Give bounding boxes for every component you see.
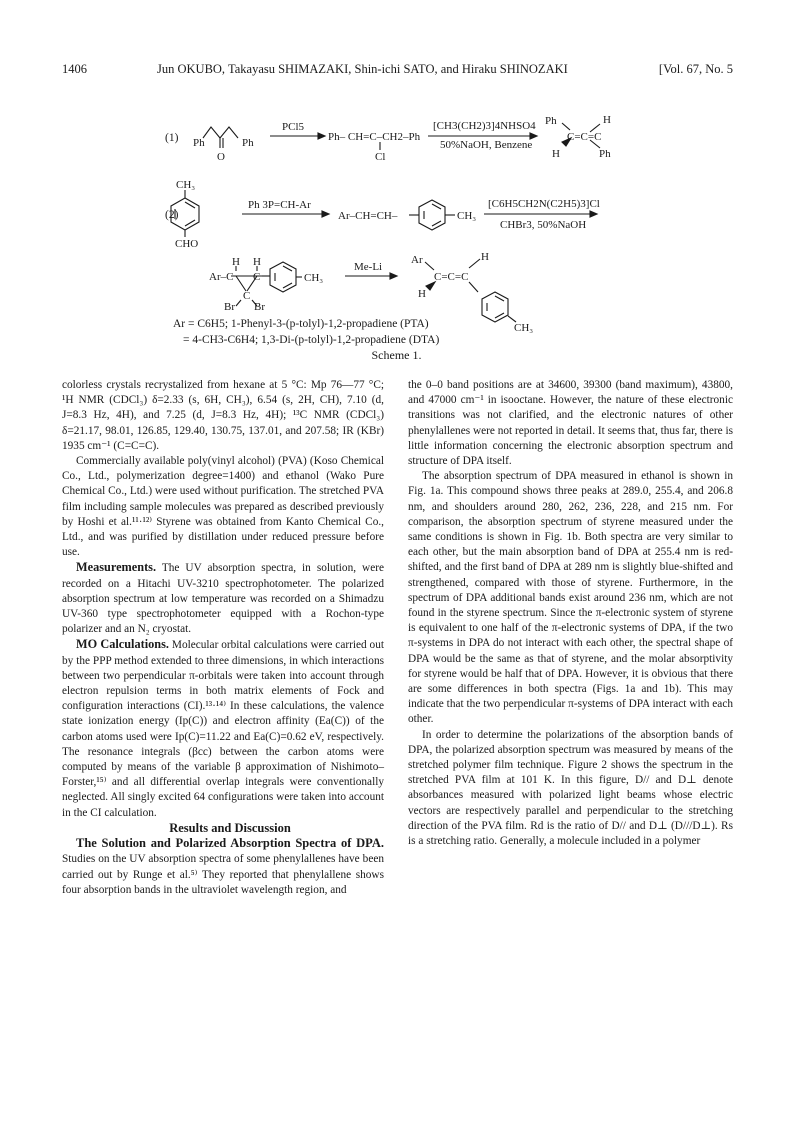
- paragraph: [62, 637, 384, 820]
- allene-ph: Ph: [545, 115, 557, 127]
- paragraph-text: The UV absorption spectra, in solution, were recorded on a Hitachi UV-3210 spectrophotometer. The polarized absorption spectrum at low temperature was recorded on a Shimadzu UV-360 type spectrophotometer equipped with a Rochon-type polarizer and an N₂ cryostat.: [62, 562, 385, 636]
- group-ch3: CH₃: [457, 210, 477, 222]
- atom-br: Br: [254, 301, 265, 313]
- allene-h: H: [552, 148, 560, 160]
- section-title: Results and Discussion: [169, 820, 291, 835]
- atom-ph: Ph: [193, 137, 205, 149]
- scheme-1: [0, 0, 793, 380]
- paragraph-text: Molecular orbital calculations were carried out by the PPP method extended to three dimensions, in which interactions between two perpendicular π-orbitals were taken into account through electron repulsion terms in both matrix elements of Fock and configuration interactions (CI).¹³·¹⁴⁾ In these calculations, the valence state ionization energy (Ip(C)) and electron affinity (Ea(C)) of the carbon atoms used were Ip(C)=11.22 and Ea(C)=0.62 eV, respectively. The resonance integrals (βcc) between the carbon atoms were computed by means of the variable β approximation of Nishimoto–Forster,¹⁵⁾ and all differential overlap integrals were conventionally neglected. All singly excited 64 configurations were taken into account in the CI calculation.: [62, 639, 384, 819]
- paragraph: The absorption spectrum of DPA measured in ethanol is shown in Fig. 1a. This compound shows three peaks at 289.0, 255.4, and 206.8 nm, and shoulders around 280, 262, 236, 228, and 215 nm. For comparison, the absorption spectrum of styrene measured under the same conditions is shown in Fig. 1b. Both spectra are very similar to each other, but the main absorption band of DPA at 255.4 nm is red-shifted, and the first band of DPA at 289 nm is slightly blue-shifted and strengthened, compared with those of styrene. Furthermore, in the spectrum of DPA additional bands exist around 236 nm, which are not found in the styrene spectrum. Since the π-electronic system of styrene is equivalent to one half of the π-electronic systems of DPA, if the two π-systems in DPA do not interact with each other, the spectral shape of DPA would be the same as that of styrene, and the molar absorptivity for styrene would be half that of DPA. However, it is obvious that there are some differences in both spectra (Figs. 1a and 1b). This may indicate that the two perpendicular π-systems of DPA interact with each other.: [408, 470, 733, 726]
- reagent-ptc: [C6H5CH2N(C2H5)3]Cl: [488, 198, 600, 210]
- group-cho: CHO: [175, 238, 199, 250]
- chlorovinyl-intermediate: Ph– CH=C–CH2–Ph: [328, 131, 421, 143]
- reaction-1-label: (1): [165, 132, 179, 144]
- volume-info: [Vol. 67, No. 5: [658, 62, 733, 76]
- allene-ar: Ar: [411, 254, 423, 266]
- atom-c: C: [253, 271, 261, 283]
- paragraph-text: Studies on the UV absorption spectra of some phenylallenes have been carried out by Runge et al.⁵⁾ They reported that phenylallene shows four absorption bands in the ultraviolet wavelength region, and: [62, 853, 384, 896]
- atom-o: O: [217, 151, 225, 163]
- running-authors: Jun OKUBO, Takayasu SHIMAZAKI, Shin-ichi SATO, and Hiraku SHINOZAKI: [157, 62, 568, 76]
- group-ch3: CH₃: [514, 322, 534, 334]
- reagent-quaternary-salt: [CH3(CH2)3]4NHSO4: [433, 120, 536, 132]
- atom-h: H: [253, 256, 261, 268]
- group-ch3: CH₃: [304, 272, 324, 284]
- allene-ph: Ph: [599, 148, 611, 160]
- paragraph-heading: Measurements.: [76, 560, 157, 575]
- atom-h: H: [418, 288, 426, 300]
- ar-definition-1: Ar = C6H5; 1-Phenyl-3-(p-tolyl)-1,2-propadiene (PTA): [173, 318, 429, 330]
- page-number: 1406: [62, 62, 87, 76]
- ketone-skeleton: [203, 127, 238, 138]
- ar-definition-2: = 4-CH3-C6H4; 1,3-Di-(p-tolyl)-1,2-propadiene (DTA): [183, 334, 440, 346]
- reagent-pcl5: PCl5: [282, 121, 305, 133]
- scheme-drawing: [0, 0, 793, 345]
- paragraph: colorless crystals recrystalized from hexane at 5 °C: Mp 76—77 °C; ¹H NMR (CDCl₃) δ=2.33 (s, 6H, CH₃), 6.54 (s, 2H, CH), 7.10 (d, J=8.3 Hz, 4H), and 7.25 (d, J=8.3 Hz, 4H); ¹³C NMR (CDCl₃) δ=21.17, 98.01, 126.85, 129.40, 130.75, 137.01, and 207.58; IR (KBr) 1935 cm⁻¹ (C=C=C).: [62, 379, 384, 452]
- reagent-meli: Me-Li: [354, 261, 383, 273]
- reagent-conditions-2: CHBr3, 50%NaOH: [500, 219, 587, 231]
- paragraph: [62, 560, 384, 637]
- atom-cl: Cl: [375, 151, 386, 163]
- atom-h: H: [481, 251, 489, 263]
- atom-ph: Ph: [242, 137, 254, 149]
- scheme-caption: Scheme 1.: [371, 348, 422, 362]
- paragraph-heading: The Solution and Polarized Absorption Spectra of DPA.: [76, 836, 384, 851]
- atom-br: Br: [224, 301, 235, 313]
- group-ch3: CH₃: [176, 179, 196, 191]
- left-column: [62, 378, 384, 898]
- paragraph: the 0–0 band positions are at 34600, 39300 (band maximum), 43800, and 47000 cm⁻¹ in isooctane. However, the nature of these electronic transitions was not clarified, and the electronic natures of other phenylallenes were not reported in detail. It seems that, thus far, there is little information concerning the electronic absorption spectrum and structure of DPA itself.: [408, 379, 733, 468]
- reaction-2-label: (2): [165, 209, 179, 221]
- atom-h: H: [232, 256, 240, 268]
- reagent-wittig: Ph 3P=CH-Ar: [248, 199, 311, 211]
- paragraph: [62, 836, 384, 898]
- reagent-conditions-1: 50%NaOH, Benzene: [440, 139, 533, 151]
- atom-c: C: [243, 290, 251, 302]
- allene-core: C=C=C: [434, 271, 469, 283]
- allene-core: C=C=C: [567, 131, 602, 143]
- allene-h: H: [603, 114, 611, 126]
- stilbene-intermediate: Ar–CH=CH–: [338, 210, 398, 222]
- paragraph: In order to determine the polarizations of the absorption bands of DPA, the polarized absorption spectrum was measured by means of the stretched polymer film technique. Figure 2 shows the spectrum in the stretched PVA film at 101 K. In this figure, D// and D⊥ denote absorbances measured with polarized light beams whose electric vectors are respectively parallel and perpendicular to the stretching direction of the PVA film. Rd is the ratio of D// and D⊥ (D///D⊥). Rs is a stretching ratio. Generally, a molecule included in a polymer: [408, 728, 733, 848]
- cyclopropane-ar: Ar–C: [209, 271, 234, 283]
- paragraph: Commercially available poly(vinyl alcohol) (PVA) (Koso Chemical Co., Ltd., polymerization degree=1400) and ethanol (Wako Pure Chemical Co., Ltd.) were used without purification. The stretched PVA film including sample molecules was prepared as described previously by Hoshi et al.¹¹·¹²⁾ Styrene was obtained from Kanto Chemical Co., Ltd., and was purified by distillation under reduced pressure before use.: [62, 455, 384, 559]
- paragraph-heading: MO Calculations.: [76, 637, 169, 652]
- right-column: [408, 378, 733, 849]
